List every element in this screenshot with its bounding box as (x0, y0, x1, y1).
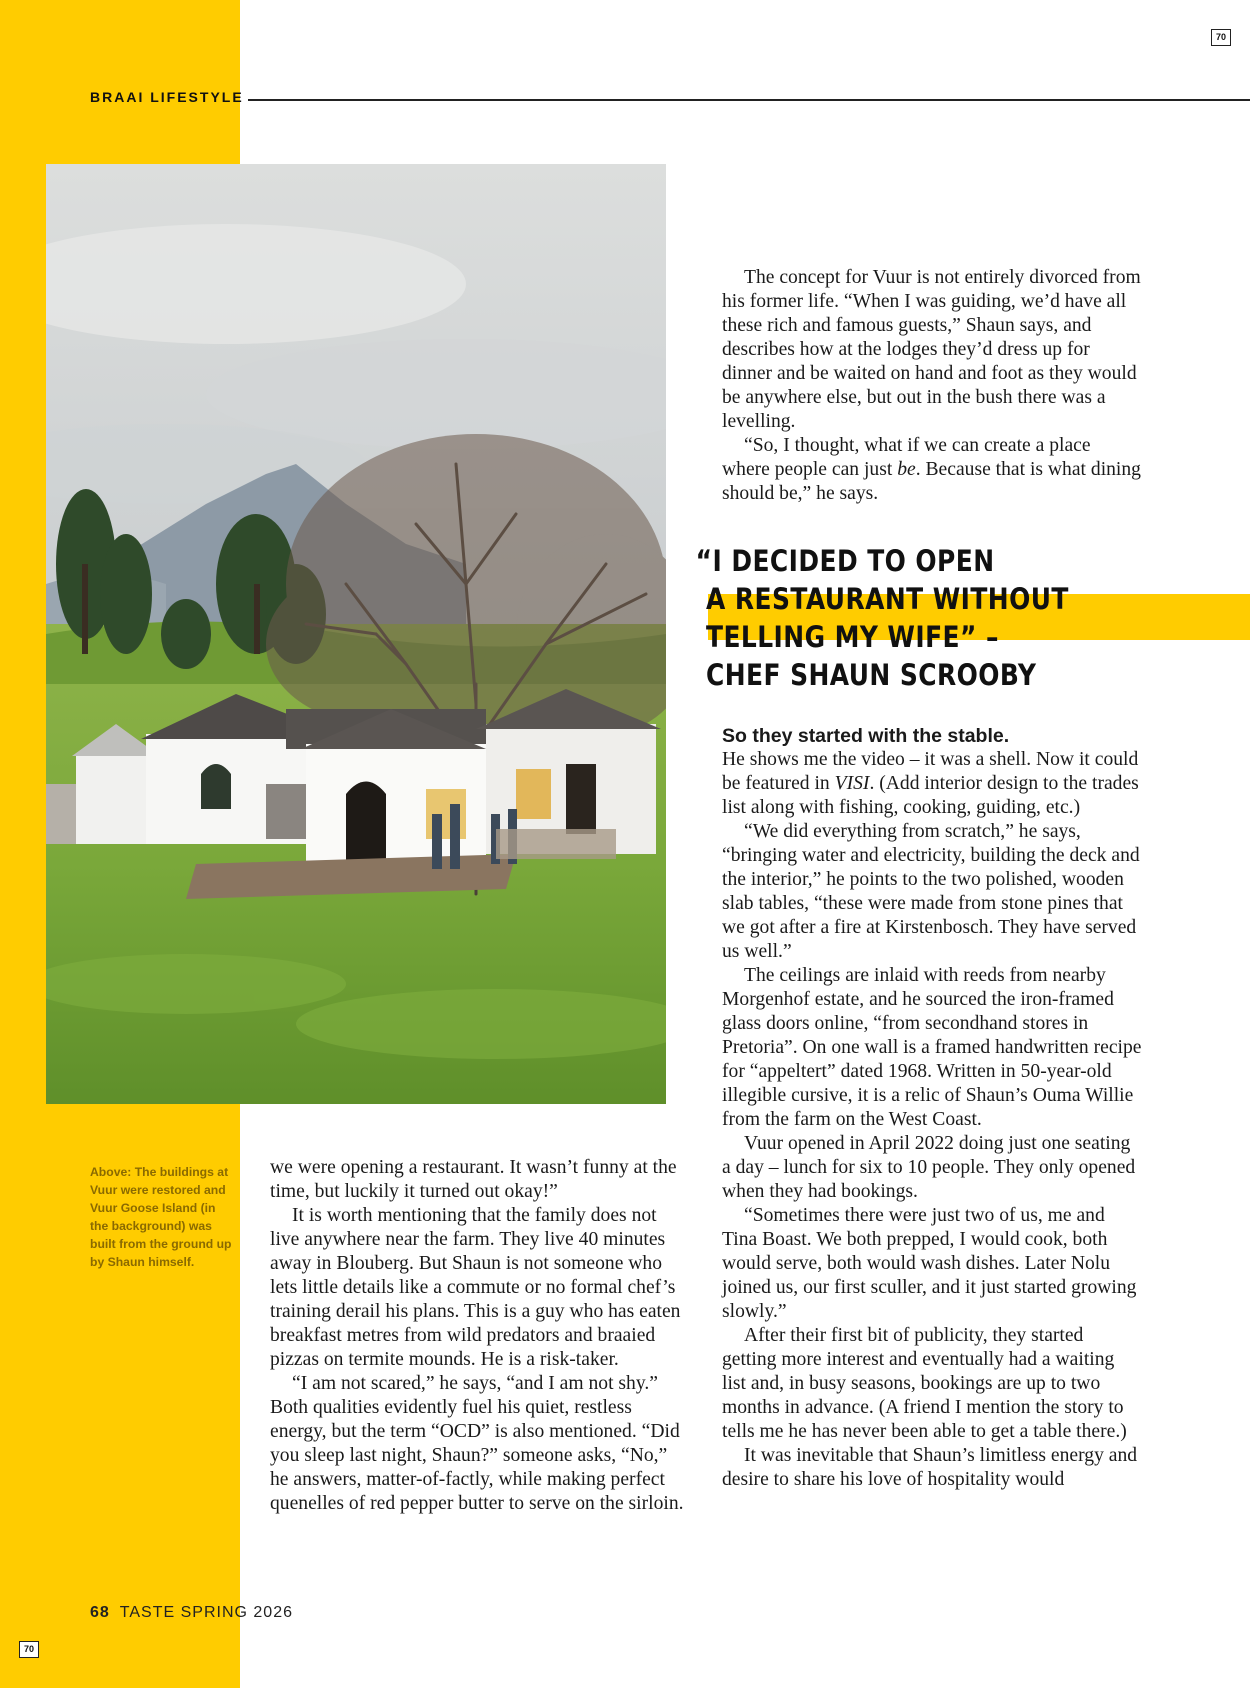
right-bottom-paragraph-7: It was inevitable that Shaun’s limitless energy and desire to share his love of hospitality would (722, 1445, 1138, 1490)
pull-quote-line-3: TELLING MY WIFE” – (706, 620, 999, 654)
right-top-paragraph-2 (722, 434, 1142, 506)
section-label: BRAAI LIFESTYLE (90, 89, 244, 105)
right-bottom-paragraph-5: “Sometimes there were just two of us, me and Tina Boast. We both prepped, I would cook, both would serve, both would wash dishes. Later Nolu joined us, our first sculler, and it just started growing slowly.” (722, 1205, 1137, 1322)
text-run: He shows me the video – it was a shell. Now it could be featured in (722, 749, 1139, 794)
pull-quote-line-2: A RESTAURANT WITHOUT (706, 582, 1069, 616)
farm-photo (46, 164, 666, 1104)
publication-name: TASTE SPRING 2026 (119, 1604, 293, 1621)
middle-paragraph-1: we were opening a restaurant. It wasn’t funny at the time, but luckily it turned out okay!” (270, 1157, 677, 1202)
right-column-top (722, 266, 1142, 506)
pull-quote-line-1: “I DECIDED TO OPEN (695, 544, 995, 578)
page-indicator-bottom: 70 (19, 1641, 39, 1658)
middle-column (270, 1156, 685, 1516)
right-bottom-paragraph-6: After their first bit of publicity, they started getting more interest and eventually had a waiting list and, in busy seasons, bookings are up to two months in advance. (A friend I mention the story to tells me he has never been able to get a table there.) (722, 1325, 1127, 1442)
pull-quote (695, 542, 1162, 694)
right-column-bottom (722, 724, 1142, 1492)
header-rule (248, 99, 1250, 101)
right-bottom-paragraph-1 (722, 748, 1142, 820)
pull-quote-line-4: CHEF SHAUN SCROOBY (706, 658, 1037, 692)
section-lead: So they started with the stable. (722, 725, 1010, 747)
text-run: . Because that is what dining should be,” he says. (722, 459, 1141, 504)
text-run: “So, I thought, what if we can create a place where people can just (722, 435, 1091, 480)
right-bottom-paragraph-3: The ceilings are inlaid with reeds from nearby Morgenhof estate, and he sourced the iron-framed glass doors online, “from secondhand stores in Pretoria”. On one wall is a framed handwritten recipe for “appeltert” dated 1968. Written in 50-year-old illegible cursive, it is a relic of Shaun’s Ouma Willie from the farm on the West Coast. (722, 965, 1142, 1130)
text-run: . (Add interior design to the trades list along with fishing, cooking, guiding, etc.) (722, 773, 1139, 818)
emphasis-be: be (897, 459, 916, 480)
middle-paragraph-3: “I am not scared,” he says, “and I am not shy.” Both qualities evidently fuel his quiet, restless energy, but the term “OCD” is also mentioned. “Did you sleep last night, Shaun?” someone asks, “No,” he answers, matter-of-factly, while making perfect quenelles of red pepper butter to serve on the sirloin. (270, 1373, 684, 1514)
emphasis-visi: VISI (834, 773, 870, 794)
right-top-paragraph-1: The concept for Vuur is not entirely divorced from his former life. “When I was guiding, we’d have all these rich and famous guests,” Shaun says, and describes how at the lodges they’d dress up for dinner and be waited on hand and foot as they would be anywhere else, but out in the bush there was a levelling. (722, 267, 1141, 432)
photo-caption (90, 1163, 235, 1271)
middle-paragraph-2: It is worth mentioning that the family does not live anywhere near the farm. They live 40 minutes away in Blouberg. But Shaun is not someone who lets little details like a commute or no formal chef’s training derail his plans. This is a guy who has eaten breakfast metres from wild predators and braaied pizzas on termite mounds. He is a risk-taker. (270, 1205, 681, 1370)
page-footer (90, 1604, 293, 1622)
right-bottom-paragraph-2: “We did everything from scratch,” he says, “bringing water and electricity, building the deck and the interior,” he points to the two polished, wooden slab tables, “these were made from stone pines that we got after a fire at Kirstenbosch. They have served us well.” (722, 821, 1140, 962)
page-number: 68 (90, 1604, 110, 1621)
page-indicator-top: 70 (1211, 29, 1231, 46)
caption-text: Above: The buildings at Vuur were restored and Vuur Goose Island (in the background) was built from the ground up by Shaun himself. (90, 1165, 232, 1269)
right-bottom-paragraph-4: Vuur opened in April 2022 doing just one seating a day – lunch for six to 10 people. They only opened when they had bookings. (722, 1133, 1136, 1202)
